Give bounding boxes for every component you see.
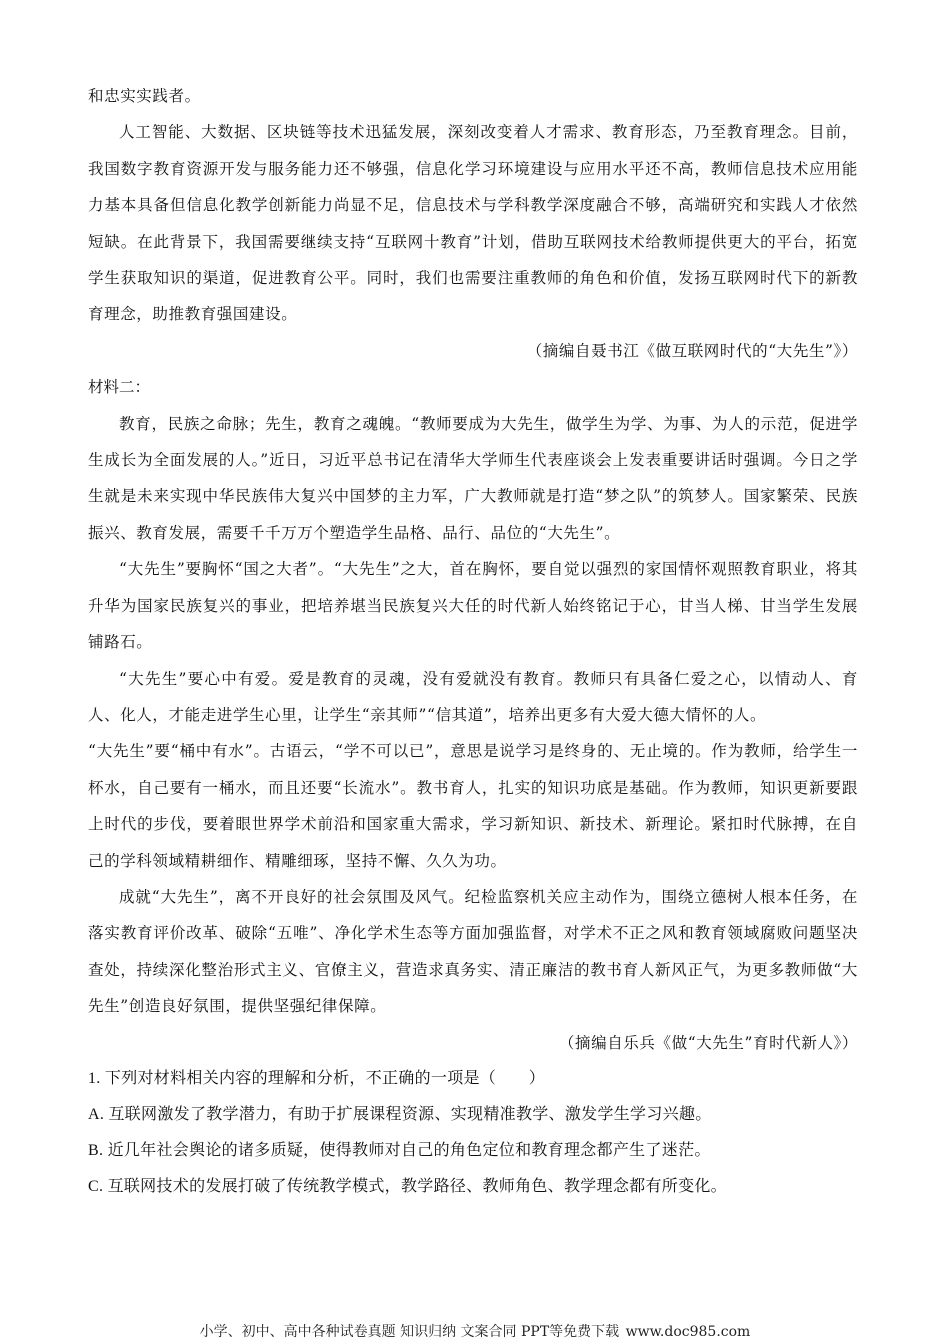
paragraph-education-lifeline: 教育，民族之命脉；先生，教育之魂魄。“教师要成为大先生，做学生为学、为事、为人的示范，促进学生成长为全面发展的人。”近日，习近平总书记在清华大学师生代表座谈会上发表重要讲话时强调。今日之学生就是未来实现中华民族伟大复兴中国梦的主力军，广大教师就是打造“梦之队”的筑梦人。国家繁荣、民族振兴、教育发展，需要千千万万个塑造学生品格、品行、品位的“大先生”。	[88, 414, 858, 542]
paragraph-ai-education: 人工智能、大数据、区块链等技术迅猛发展，深刻改变着人才需求、教育形态，乃至教育理念。目前，我国数字教育资源开发与服务能力还不够强，信息化学习环境建设与应用水平还不高，教师信息技术应用能力基本具备但信息化教学创新能力尚显不足，信息技术与学科教学深度融合不够，高端研究和实践人才依然短缺。在此背景下，我国需要继续支持“互联网十教育”计划，借助互联网技术给教师提供更大的平台，拓宽学生获取知识的渠道，促进教育公平。同时，我们也需要注重教师的角色和价值，发扬互联网时代下的新教育理念，助推教育强国建设。	[88, 123, 858, 324]
option-c: C. 互联网技术的发展打破了传统教学模式，教学路径、教师角色、教学理念都有所变化。	[88, 1177, 727, 1195]
material-two-label: 材料二：	[88, 378, 151, 397]
footer-url[interactable]: www.doc985.com	[625, 1324, 751, 1340]
question-stem: 1. 下列对材料相关内容的理解和分析，不正确的一项是（ ）	[88, 1069, 546, 1087]
source-citation-2: （摘编自乐兵《做“大先生”育时代新人》）	[558, 1033, 858, 1052]
paragraph-national-mind: “大先生”要胸怀“国之大者”。“大先生”之大，首在胸怀，要自觉以强烈的家国情怀观照教育职业，将其升华为国家民族复兴的事业，把培养堪当民族复兴大任的时代新人始终铭记于心，甘当人梯、甘当学生发展铺路石。	[88, 560, 858, 652]
footer-text: 小学、初中、高中各种试卷真题 知识归纳 文案合同 PPT等免费下载	[199, 1324, 620, 1340]
paragraph-continuation: 和忠实实践者。	[88, 87, 201, 105]
paragraph-bucket-water: “大先生”要“桶中有水”。古语云，“学不可以已”，意思是说学习是终身的、无止境的。作为教师，给学生一杯水，自己要有一桶水，而且还要“长流水”。教书育人，扎实的知识功底是基础。作为教师，知识更新要跟上时代的步伐，要着眼世界学术前沿和国家重大需求，学习新知识、新技术、新理论。紧扣时代脉搏，在自己的学科领域精耕细作、精雕细琢，坚持不懈、久久为功。	[88, 742, 858, 870]
document-body	[88, 78, 858, 1205]
paragraph-social-atmosphere: 成就“大先生”，离不开良好的社会氛围及风气。纪检监察机关应主动作为，围绕立德树人根本任务，在落实教育评价改革、破除“五唯”、净化学术生态等方面加强监督，对学术不正之风和教育领域腐败问题坚决查处，持续深化整治形式主义、官僚主义，营造求真务实、清正廉洁的教书育人新风正气，为更多教师做“大先生”创造良好氛围，提供坚强纪律保障。	[88, 887, 858, 1016]
paragraph-love: “大先生”要心中有爱。爱是教育的灵魂，没有爱就没有教育。教师只有具备仁爱之心，以情动人、育人、化人，才能走进学生心里，让学生“亲其师”“信其道”，培养出更多有大爱大德大情怀的人。	[88, 669, 858, 724]
option-b: B. 近几年社会舆论的诸多质疑，使得教师对自己的角色定位和教育理念都产生了迷茫。	[88, 1141, 711, 1159]
page-footer	[0, 1322, 950, 1342]
source-citation-1: （摘编自聂书江《做互联网时代的“大先生”》）	[526, 341, 858, 360]
option-a: A. 互联网激发了教学潜力，有助于扩展课程资源、实现精准教学、激发学生学习兴趣。	[88, 1105, 712, 1123]
